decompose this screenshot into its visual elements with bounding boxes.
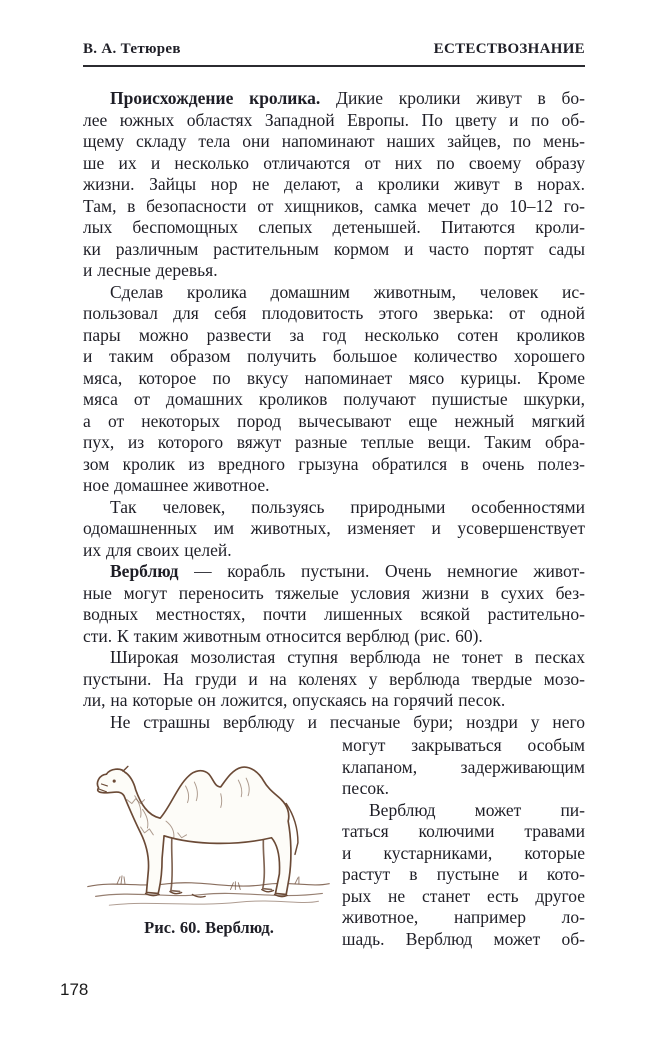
paragraph-sandstorm-continued bbox=[342, 735, 585, 800]
paragraph-lead: Верблюд bbox=[110, 561, 179, 581]
lead-line-rest: — корабль пустыни. Очень немногие живот- bbox=[178, 561, 585, 581]
text-line: могут закрываться особым bbox=[342, 735, 585, 755]
text-line: животное, например ло- bbox=[342, 907, 585, 927]
running-head-book-title: ЕСТЕСТВОЗНАНИЕ bbox=[433, 41, 585, 57]
header-rule bbox=[83, 65, 585, 67]
paragraph-rabbit-origin bbox=[83, 88, 585, 282]
text-line: сти. К таким животным относится верблюд (рис. 60). bbox=[83, 625, 483, 646]
paragraph-camel-ship-of-desert bbox=[83, 561, 585, 647]
text-line: растут в пустыне и кото- bbox=[342, 864, 585, 884]
text-line bbox=[83, 561, 585, 583]
text-line: мяса, которое по вкусу напоминает мясо курицы. Кроме bbox=[83, 367, 585, 388]
paragraph-lines bbox=[83, 583, 585, 648]
text-line: пары можно развести за год несколько сотен кроликов bbox=[83, 324, 585, 345]
paragraph-camel-feet bbox=[83, 647, 585, 712]
text-line: таться колючими травами bbox=[342, 821, 585, 841]
paragraph-sandstorm-intro bbox=[83, 712, 585, 734]
text-line: Сделав кролика домашним животным, человек ис- bbox=[110, 281, 585, 302]
text-line: и лесные деревья. bbox=[83, 260, 218, 280]
text-line: песок. bbox=[342, 778, 389, 798]
text-line: Верблюд может пи- bbox=[369, 799, 585, 820]
text-line: пух, из которого вяжут разные теплые вещи. Таким обра- bbox=[83, 432, 585, 452]
text-line: а от некоторых пород вычесывают еще нежный мягкий bbox=[83, 410, 585, 431]
text-line: пользовал для себя плодовитость этого зверька: от одной bbox=[83, 303, 585, 323]
camel-illustration bbox=[83, 741, 335, 913]
text-line: их для своих целей. bbox=[83, 539, 232, 560]
text-line: ли, на которые он ложится, опускаясь на горячий песок. bbox=[83, 690, 506, 710]
text-line: пустыни. На груди и на коленях у верблюда твердые мозо- bbox=[83, 668, 585, 689]
figure-and-text-row bbox=[83, 735, 585, 950]
text-line: лых беспомощных слепых детенышей. Питаются кроли- bbox=[83, 217, 585, 237]
text-line: водных местностях, почти лишенных всякой растительно- bbox=[83, 604, 585, 624]
text-line: ки различным растительным кормом и часто портят сады bbox=[83, 238, 585, 259]
paragraph-lead: Происхождение кролика. bbox=[110, 88, 321, 108]
page-number: 178 bbox=[60, 980, 89, 999]
text-line: ное домашнее животное. bbox=[83, 475, 270, 495]
paragraph-camel-food bbox=[342, 800, 585, 951]
text-line: мяса от домашних кроликов получают пушистые шкурки, bbox=[83, 389, 585, 409]
paragraph-rabbit-domestication bbox=[83, 282, 585, 497]
paragraph-human-improves bbox=[83, 497, 585, 562]
running-head bbox=[83, 41, 585, 58]
text-line: клапаном, задерживающим bbox=[342, 756, 585, 777]
figure-camel bbox=[83, 741, 335, 950]
text-line: Там, в безопасности от хищников, самка мечет до 10–12 го- bbox=[83, 195, 585, 216]
text-line: Широкая мозолистая ступня верблюда не тонет в песках bbox=[110, 647, 585, 667]
right-text-column bbox=[342, 735, 585, 950]
figure-caption: Рис. 60. Верблюд. bbox=[144, 918, 274, 937]
text-block bbox=[83, 88, 585, 950]
text-line: зом кролик из вредного грызуна обратился в очень полез- bbox=[83, 453, 585, 474]
text-line: щему складу тела они напоминают наших зайцев, по мень- bbox=[83, 131, 585, 151]
text-line: шадь. Верблюд может об- bbox=[342, 928, 585, 949]
text-line bbox=[83, 88, 585, 110]
running-head-author: В. А. Тетюрев bbox=[83, 41, 181, 57]
text-line: и кустарниками, которые bbox=[342, 842, 585, 863]
text-line: ные могут переносить тяжелые условия жизни в сухих без- bbox=[83, 582, 585, 603]
text-line: Не страшны верблюду и песчаные бури; ноздри у него bbox=[110, 711, 585, 732]
text-line: жизни. Зайцы нор не делают, а кролики живут в норах. bbox=[83, 174, 585, 194]
text-line: одомашненных им животных, изменяет и усовершенствует bbox=[83, 518, 585, 538]
text-line: Так человек, пользуясь природными особенностями bbox=[110, 496, 585, 517]
text-line: ше их и несколько отличаются от них по своему образу bbox=[83, 152, 585, 173]
paragraph-lines bbox=[83, 110, 585, 282]
text-line: и таким образом получить большое количество хорошего bbox=[83, 346, 585, 366]
lead-line-rest: Дикие кролики живут в бо- bbox=[320, 88, 585, 108]
text-line: лее южных областях Западной Европы. По цвету и по об- bbox=[83, 109, 585, 130]
text-line: рых не станет есть другое bbox=[342, 885, 585, 906]
